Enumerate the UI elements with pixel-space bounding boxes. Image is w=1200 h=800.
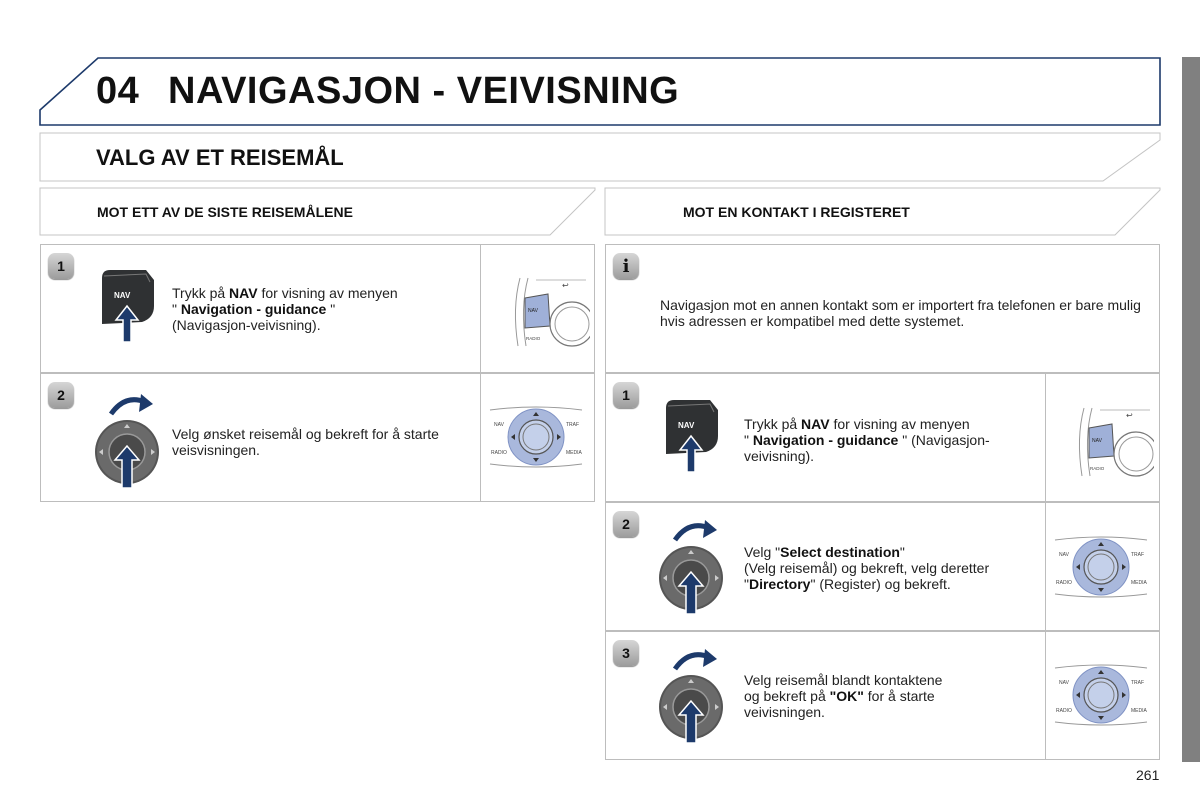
dashboard-knob-illustration xyxy=(1051,660,1151,730)
rotary-knob-icon xyxy=(93,392,163,492)
step-badge: 1 xyxy=(48,253,74,279)
dashboard-knob-illustration xyxy=(1051,532,1151,602)
svg-text:TRAF: TRAF xyxy=(566,422,580,428)
svg-text:NAV: NAV xyxy=(1059,680,1069,686)
chapter-side-tab xyxy=(1182,57,1200,762)
svg-text:MEDIA: MEDIA xyxy=(566,450,582,456)
right-step-1-text: Trykk på NAV for visning av menyen " Navigation - guidance " (Navigasjon- veivisning). xyxy=(744,416,990,464)
svg-text:MEDIA: MEDIA xyxy=(1131,580,1147,586)
svg-text:TRAF: TRAF xyxy=(1131,552,1145,558)
left-column-title: MOT ETT AV DE SISTE REISEMÅLENE xyxy=(97,204,353,220)
chapter-number: 04 xyxy=(96,70,140,112)
rotary-knob-icon xyxy=(657,518,727,618)
svg-text:TRAF: TRAF xyxy=(1131,680,1145,686)
nav-button-icon xyxy=(94,266,164,344)
svg-text:RADIO: RADIO xyxy=(1090,466,1105,471)
right-step-3-text: Velg reisemål blandt kontaktene og bekreft på "OK" for å starte veivisningen. xyxy=(744,672,943,720)
dashboard-knob-illustration xyxy=(486,402,586,472)
svg-text:RADIO: RADIO xyxy=(1056,580,1072,586)
svg-text:↩: ↩ xyxy=(1126,411,1133,420)
nav-label: NAV xyxy=(114,291,131,300)
left-step-2-text: Velg ønsket reisemål og bekreft for å starte veisvisningen. xyxy=(172,426,439,458)
svg-text:RADIO: RADIO xyxy=(491,450,507,456)
dashboard-nav-illustration xyxy=(1072,398,1154,482)
svg-text:RADIO: RADIO xyxy=(1056,708,1072,714)
right-column-title: MOT EN KONTAKT I REGISTERET xyxy=(683,204,910,220)
page-number: 261 xyxy=(1136,767,1160,783)
section-title: VALG AV ET REISEMÅL xyxy=(96,145,344,170)
svg-text:NAV: NAV xyxy=(1059,552,1069,558)
step-badge: 2 xyxy=(613,511,639,537)
info-text: Navigasjon mot en annen kontakt som er importert fra telefonen er bare mulig hvis adressen er kompatibel med dette systemet. xyxy=(660,297,1141,329)
right-step-2-text: Velg "Select destination" (Velg reisemål) og bekreft, velg deretter "Directory" (Register) og bekreft. xyxy=(744,544,990,592)
step-badge: 2 xyxy=(48,382,74,408)
left-step-1-text: Trykk på NAV for visning av menyen " Navigation - guidance " (Navigasjon-veivisning). xyxy=(172,285,398,333)
svg-text:NAV: NAV xyxy=(678,421,695,430)
svg-text:NAV: NAV xyxy=(494,422,504,428)
svg-text:NAV: NAV xyxy=(528,308,538,314)
chapter-title: NAVIGASJON - VEIVISNING xyxy=(168,70,680,112)
step-badge: 3 xyxy=(613,640,639,666)
svg-text:↩: ↩ xyxy=(562,281,569,290)
rotary-knob-icon xyxy=(657,647,727,747)
svg-text:MEDIA: MEDIA xyxy=(1131,708,1147,714)
svg-text:RADIO: RADIO xyxy=(526,336,541,341)
info-icon: i xyxy=(613,253,639,279)
nav-button-icon xyxy=(658,396,728,474)
step-badge: 1 xyxy=(613,382,639,408)
dashboard-nav-illustration xyxy=(508,268,590,352)
svg-text:NAV: NAV xyxy=(1092,438,1102,444)
